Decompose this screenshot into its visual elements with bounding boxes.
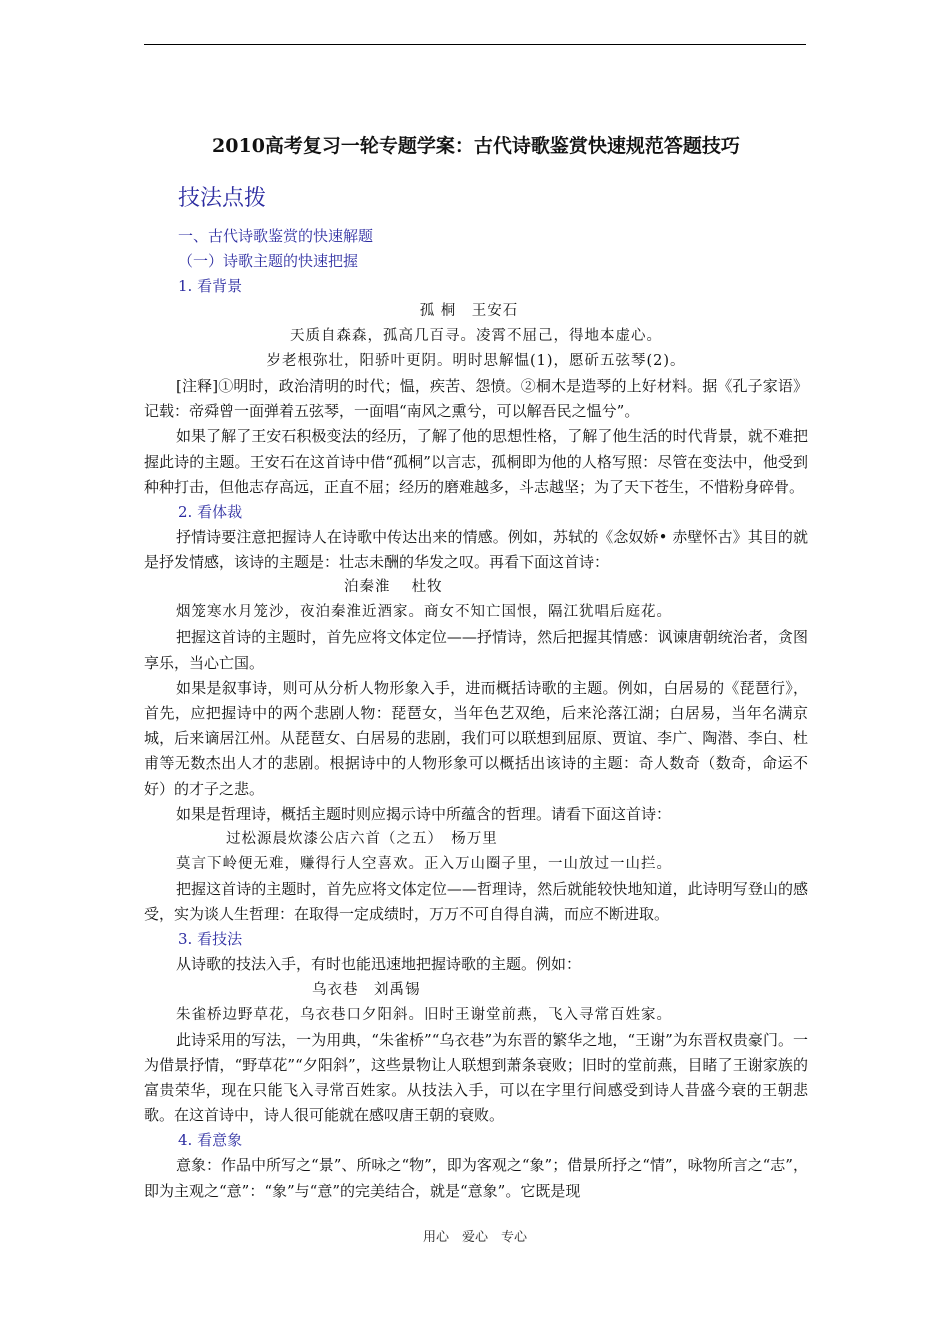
s2-para1: 抒情诗要注意把握诗人在诗歌中传达出来的情感。例如，苏轼的《念奴娇• 赤壁怀古》其目的就是抒发情感，该诗的主题是：壮志未酬的华发之叹。再看下面这首诗： bbox=[144, 528, 808, 572]
sub1-heading: （一）诗歌主题的快速把握 bbox=[178, 252, 359, 270]
s1-note: [注释]①明时，政治清明的时代；愠，疾苦、怨愤。②桐木是造琴的上好材料。据《孔子家语》记载：帝舜曾一面弹着五弦琴，一面唱“南风之熏兮，可以解吾民之愠兮”。 bbox=[144, 377, 808, 421]
s1-poem-line1: 天质自森森，孤高几百寻。凌霄不屈己，得地本虚心。 bbox=[290, 328, 662, 344]
document-title: 2010高考复习一轮专题学案：古代诗歌鉴赏快速规范答题技巧 bbox=[212, 135, 740, 157]
header-rule bbox=[144, 44, 806, 45]
part1-heading: 一、古代诗歌鉴赏的快速解题 bbox=[178, 227, 374, 245]
s2-para4: 如果是哲理诗，概括主题时则应揭示诗中所蕴含的哲理。请看下面这首诗： bbox=[176, 804, 672, 823]
page-footer: 用心 爱心 专心 bbox=[422, 1230, 527, 1245]
s1-poem-title: 孤 桐 王安石 bbox=[419, 303, 519, 319]
document-body bbox=[144, 132, 808, 1204]
s3-para1: 从诗歌的技法入手，有时也能迅速地把握诗歌的主题。例如： bbox=[176, 955, 582, 974]
s2-para3: 如果是叙事诗，则可从分析人物形象入手，进而概括诗歌的主题。例如，白居易的《琵琶行》，首先，应把握诗中的两个悲剧人物：琵琶女，当年色艺双绝，后来沦落江湖；白居易，当年名满京城，后来谪居江州。从琵琶女、白居易的悲剧，我们可以联想到屈原、贾谊、李广、陶潜、李白、杜甫等无数杰出人才的悲剧。根据诗中的人物形象可以概括出该诗的主题：奇人数奇（数奇，命运不好）的才子之悲。 bbox=[144, 678, 808, 798]
section-title: 技法点拨 bbox=[178, 186, 267, 211]
s1-heading: 1. 看背景 bbox=[178, 277, 243, 295]
s2-heading: 2. 看体裁 bbox=[178, 503, 243, 522]
s3-poem-title: 乌衣巷 刘禹锡 bbox=[312, 981, 421, 998]
s2-para2: 把握这首诗的主题时，首先应将文体定位——抒情诗，然后把握其情感：讽谏唐朝统治者，贪图享乐，当心亡国。 bbox=[144, 628, 808, 672]
s2-poem2-title: 过松源晨炊漆公店六首（之五） 杨万里 bbox=[226, 831, 498, 848]
s1-poem-line2: 岁老根弥壮，阳骄叶更阴。明时思解愠(1)，愿斫五弦琴(2)。 bbox=[266, 353, 686, 369]
s3-para2: 此诗采用的写法，一为用典，“朱雀桥”“乌衣巷”为东晋的繁华之地，“王谢”为东晋权贵豪门。一为借景抒情，“野草花”“夕阳斜”，这些景物让人联想到萧条衰败；旧时的堂前燕，目睹了王谢家族的富贵荣华，现在只能飞入寻常百姓家。从技法入手，可以在字里行间感受到诗人昔盛今衰的王朝悲歌。在这首诗中，诗人很可能就在感叹唐王朝的衰败。 bbox=[144, 1030, 808, 1125]
s4-heading: 4. 看意象 bbox=[178, 1131, 243, 1150]
s2-para5: 把握这首诗的主题时，首先应将文体定位——哲理诗，然后就能较快地知道，此诗明写登山的感受，实为谈人生哲理：在取得一定成绩时，万万不可自得自满，而应不断进取。 bbox=[144, 880, 808, 924]
s2-poem: 烟笼寒水月笼沙，夜泊秦淮近酒家。商女不知亡国恨，隔江犹唱后庭花。 bbox=[176, 604, 672, 621]
s3-poem: 朱雀桥边野草花，乌衣巷口夕阳斜。旧时王谢堂前燕，飞入寻常百姓家。 bbox=[176, 1006, 672, 1023]
s1-para: 如果了解了王安石积极变法的经历，了解了他的思想性格，了解了他生活的时代背景，就不难把握此诗的主题。王安石在这首诗中借“孤桐”以言志，孤桐即为他的人格写照：尽管在变法中，他受到种种打击，但他志存高远，正直不屈；经历的磨难越多，斗志越坚；为了天下苍生，不惜粉身碎骨。 bbox=[144, 427, 808, 496]
s2-poem2: 莫言下岭便无难，赚得行人空喜欢。正入万山圈子里，一山放过一山拦。 bbox=[176, 856, 672, 873]
s4-para1: 意象：作品中所写之“景”、所咏之“物”，即为客观之“象”；借景所抒之“情”，咏物所言之“志”，即为主观之“意”：“象”与“意”的完美结合，就是“意象”。它既是现 bbox=[144, 1156, 808, 1200]
s3-heading: 3. 看技法 bbox=[178, 930, 243, 949]
s2-poem-title: 泊秦淮 杜牧 bbox=[344, 579, 443, 596]
